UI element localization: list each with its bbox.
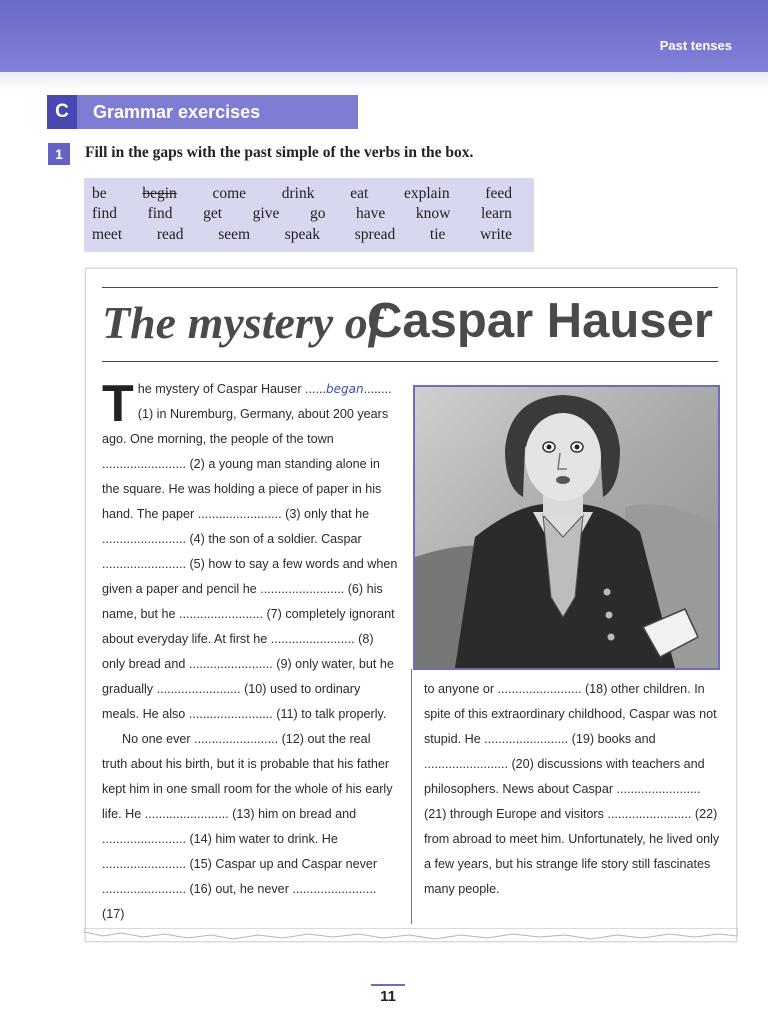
exercise-number: 1 (48, 143, 70, 165)
verb: spread (354, 226, 396, 243)
verb: meet (92, 226, 123, 243)
handwritten-answer: began (326, 382, 364, 396)
torn-page-edge (83, 928, 739, 948)
verb: read (156, 226, 184, 243)
caspar-hauser-photo (413, 385, 720, 670)
article-paragraph-1: The mystery of Caspar Hauser ......began........ (1) in Nuremburg, Germany, about 200 years ago. One morning, the people of the town ........................ (2) a young man standing alone in the square. He was holding a piece of paper in his hand. The paper ........................ (3) only that he ........................ (4) the son of a soldier. Caspar ........................ (5) how to say a few words and when given a paper and pencil he ........................ (6) his name, but he ........................ (7) completely ignorant about everyday life. At first he ........................ (8) only bread and ........................ (9) only water, but he gradually ........................ (10) used to ordinary meals. He also ........................ (11) to talk properly. (102, 375, 398, 721)
page-number: 11 (371, 984, 405, 1005)
verb: give (252, 205, 280, 222)
verb-box (84, 178, 534, 252)
verb-row-1 (92, 185, 512, 203)
verb: know (415, 205, 451, 222)
verb: eat (350, 185, 369, 202)
verb: have (356, 205, 386, 222)
verb: explain (403, 185, 450, 202)
article-right-column (424, 677, 720, 902)
photo-illustration (415, 387, 718, 668)
title-rule-bottom (102, 361, 718, 362)
title-rule-top (102, 287, 718, 288)
verb: go (309, 205, 326, 222)
verb-row-3 (92, 226, 512, 244)
drop-cap: T (102, 375, 134, 433)
column-divider (411, 669, 412, 924)
running-head: Past tenses (659, 38, 732, 53)
page-shadow (0, 72, 768, 90)
verb: find (92, 205, 117, 222)
verb: speak (284, 226, 321, 243)
verb: get (203, 205, 223, 222)
article-paragraph-2-continued: to anyone or ........................ (18) other children. In spite of this extraordinary childhood, Caspar was not stupid. He ........................ (19) books and ........................ (20) discussions with teachers and philosophers. News about Caspar ........................ (21) through Europe and visitors ........................ (22) from abroad to meet him. Unfortunately, he lived only a few years, but his strange life story still fascinates many people. (424, 682, 720, 896)
article-card (85, 268, 737, 942)
verb: write (480, 226, 512, 243)
verb-struck: begin (142, 185, 177, 202)
verb: learn (480, 205, 512, 222)
section-letter: C (47, 95, 77, 129)
section-title: Grammar exercises (93, 102, 261, 122)
verb-row-2 (92, 205, 512, 223)
top-banner (0, 0, 768, 72)
article-paragraph-2: No one ever ........................ (12) out the real truth about his birth, but it is probable that his father kept him in one small room for the whole of his early life. He ........................ (13) him on bread and ........................ (14) him water to drink. He ........................ (15) Caspar up and Caspar never ........................ (16) out, he never ........................ (17) (102, 732, 393, 921)
section-heading (47, 95, 358, 129)
verb: feed (485, 185, 512, 202)
article-title-italic: The mystery of (102, 297, 384, 348)
verb: be (92, 185, 107, 202)
article-title-bold: Caspar Hauser (367, 294, 713, 348)
verb: tie (429, 226, 446, 243)
verb: drink (281, 185, 315, 202)
exercise-instruction: Fill in the gaps with the past simple of the verbs in the box. (85, 144, 474, 161)
verb: come (212, 185, 247, 202)
verb: seem (218, 226, 251, 243)
verb: find (147, 205, 173, 222)
article-left-column (102, 377, 398, 927)
